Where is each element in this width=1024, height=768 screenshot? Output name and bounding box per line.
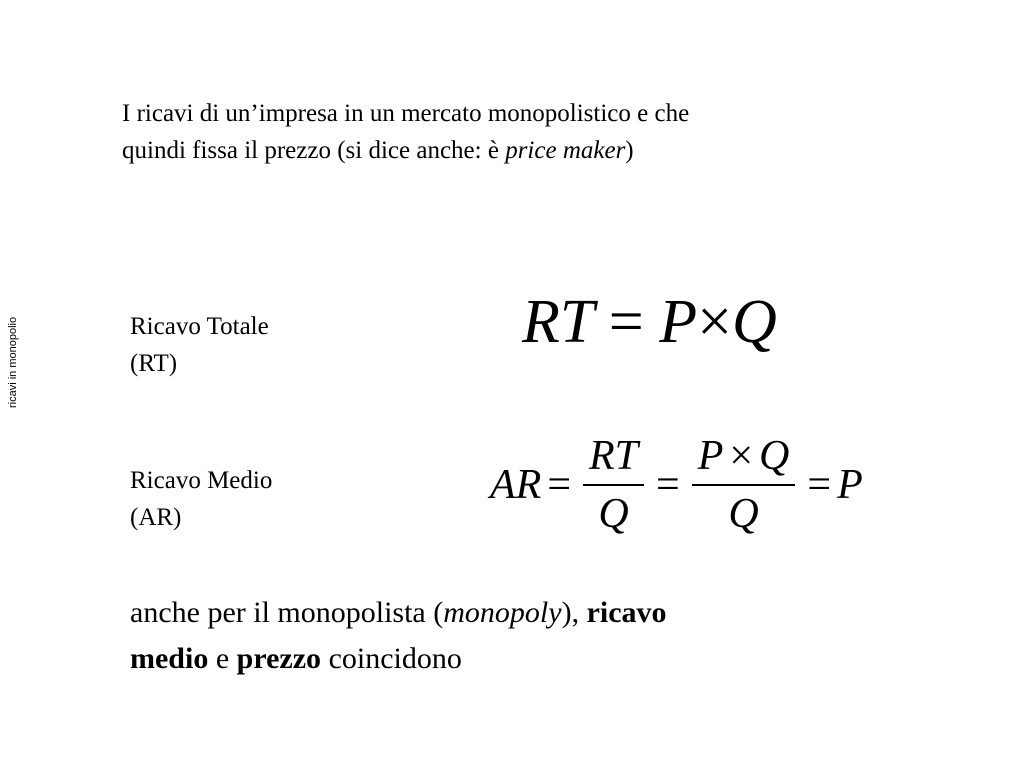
ar-fraction-2-q: Q: [759, 433, 790, 479]
average-revenue-formula: [490, 425, 863, 545]
ar-formula-eq-1: =: [547, 462, 571, 508]
ar-fraction-1-denominator: Q: [598, 491, 629, 537]
total-revenue-label: Ricavo Totale: [130, 313, 269, 340]
total-revenue-abbr: (RT): [130, 350, 178, 377]
conclusion-prezzo: prezzo: [236, 642, 322, 675]
rt-formula-eq: =: [608, 288, 644, 356]
rt-formula-q: Q: [732, 288, 777, 356]
ar-fraction-2-times: ×: [729, 433, 754, 479]
conclusion-part-4: coincidono: [321, 642, 462, 675]
average-revenue-label-block: [130, 462, 272, 536]
ar-formula-rhs: P: [837, 462, 863, 508]
conclusion-medio: medio: [130, 642, 209, 675]
average-revenue-label: Ricavo Medio: [130, 467, 273, 494]
ar-fraction-1-numerator: RT: [589, 433, 639, 479]
total-revenue-formula: [522, 282, 777, 362]
conclusion-part-2: ),: [561, 596, 587, 629]
conclusion-part-1: anche per il monopolista (: [130, 596, 444, 629]
conclusion-ricavo: ricavo: [586, 596, 667, 629]
intro-text: [122, 95, 922, 169]
intro-line-2-pre: quindi fissa il prezzo (si dice anche: è: [122, 137, 506, 164]
ar-fraction-2-bar: [692, 484, 796, 486]
conclusion-monopoly: monopoly: [443, 596, 562, 629]
intro-price-maker: price maker: [505, 137, 626, 164]
ar-fraction-1: [583, 432, 644, 538]
ar-fraction-2-numerator: [692, 432, 796, 480]
ar-fraction-1-bar: [583, 484, 644, 486]
rt-formula-lhs: RT: [522, 288, 594, 356]
intro-line-1: I ricavi di un’impresa in un mercato monopolistico e che: [122, 100, 690, 127]
total-revenue-label-block: [130, 308, 269, 382]
side-label: ricavi in monopolio: [7, 316, 19, 408]
ar-fraction-2-p: P: [697, 433, 724, 479]
conclusion-part-3: e: [208, 642, 237, 675]
rt-formula-p: P: [659, 288, 698, 356]
ar-formula-eq-3: =: [807, 462, 832, 508]
intro-line-2: [122, 132, 922, 169]
ar-fraction-2: [692, 432, 796, 538]
intro-line-2-post: ): [625, 137, 634, 164]
average-revenue-abbr: (AR): [130, 504, 182, 531]
conclusion-text: [130, 590, 910, 682]
rt-formula-times: ×: [697, 288, 733, 356]
ar-formula-lhs: AR: [490, 462, 542, 508]
ar-fraction-2-denominator: Q: [728, 491, 759, 537]
ar-formula-eq-2: =: [656, 462, 680, 508]
